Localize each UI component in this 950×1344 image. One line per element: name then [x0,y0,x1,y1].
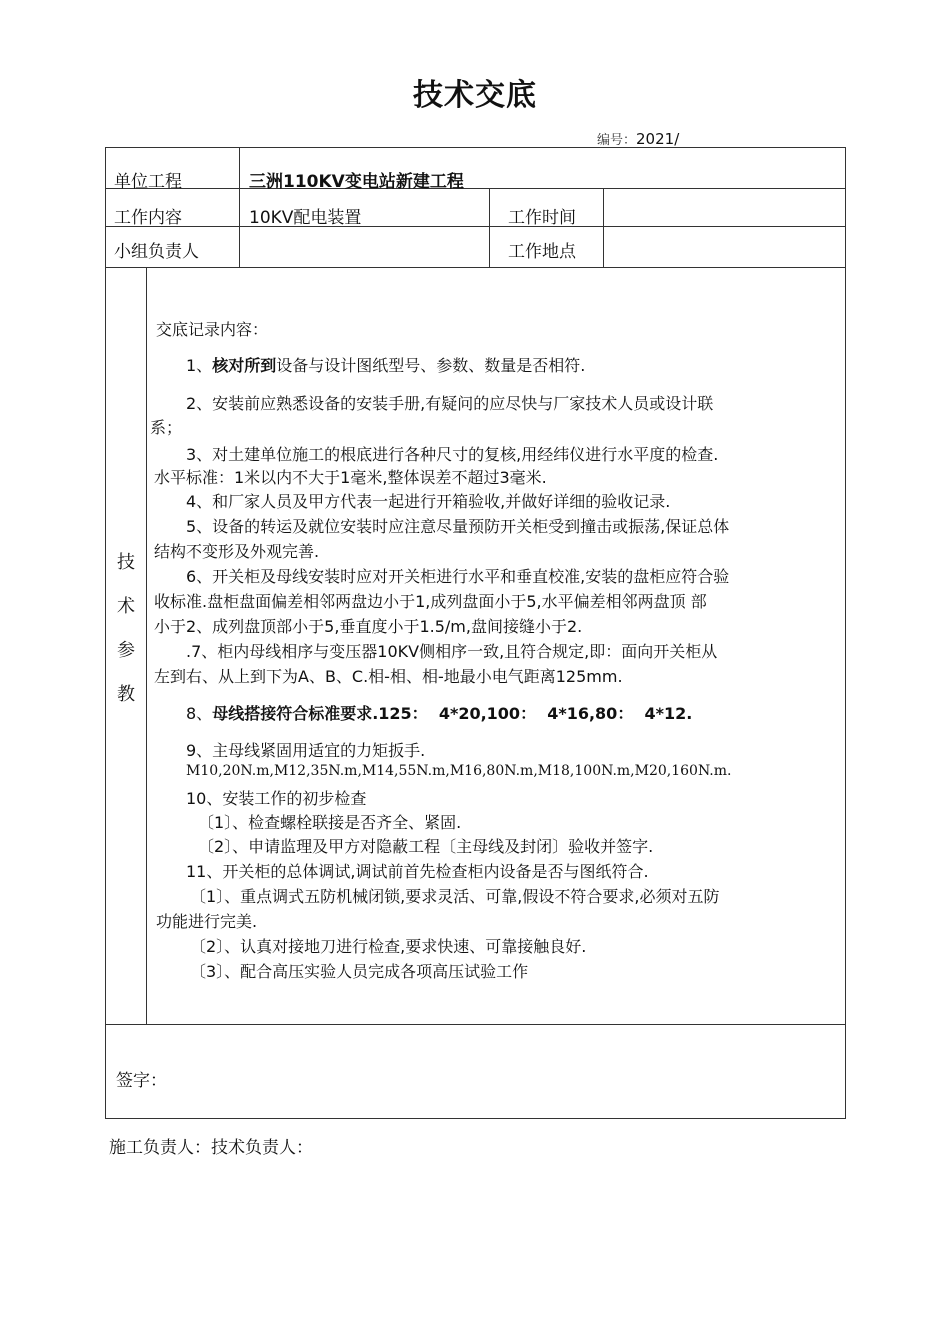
item-11: 11、开关柜的总体调试,调试前首先检查柜内设备是否与图纸符合. [186,862,649,881]
item-2-line-1: 2、安装前应熟悉设备的安装手册,有疑问的应尽快与厂家技术人员或设计联 [186,394,714,413]
item-7-line-1: .7、柜内母线相序与变压器10KV侧相序一致,且符合规定,即：面向开关柜从 [186,642,718,661]
side-label-char: 技 [117,552,135,573]
document-number-value: 2021/ [636,130,680,148]
item-6-line-1: 6、开关柜及母线安装时应对开关柜进行水平和垂直校准,安装的盘柜应符合验 [186,567,730,586]
column-divider [603,188,604,267]
item-10-1: 〔1〕、检查螺栓联接是否齐全、紧固. [198,813,462,832]
unit-project-label: 单位工程 [114,172,182,192]
column-divider [239,148,240,267]
item-9-line-1: 9、主母线紧固用适宜的力矩扳手. [186,741,426,760]
item-11-1-line-2: 功能进行完美. [156,912,258,931]
item-6-line-2: 收标准.盘柜盘面偏差相邻两盘边小于1,成列盘面小于5,水平偏差相邻两盘顶 部 [154,592,707,611]
technical-side-label [106,541,146,717]
item-6-line-3: 小于2、成列盘顶部小于5,垂直度小于1.5/m,盘间接缝小于2. [154,617,583,636]
work-content-label: 工作内容 [114,208,182,228]
item-7-line-2: 左到右、从上到下为A、B、C.相-相、相-地最小电气距离125mm. [154,667,623,686]
column-divider [146,267,147,1024]
side-label-char: 教 [117,684,135,705]
item-1: 1、核对所到设备与设计图纸型号、参数、数量是否相符. [186,356,586,375]
item-3-line-2: 水平标准：1米以内不大于1毫米,整体误差不超过3毫米. [154,468,547,487]
item-10-2: 〔2〕、申请监理及甲方对隐蔽工程〔主母线及封闭〕验收并签字. [198,837,654,856]
unit-project-value: 三洲110KV变电站新建工程 [249,172,464,192]
work-place-label: 工作地点 [508,242,576,262]
row-divider [106,1024,846,1025]
side-label-char: 术 [117,596,135,617]
item-2-line-2: 系； [150,418,183,437]
item-11-1-line-1: 〔1〕、重点调式五防机械闭锁,要求灵活、可靠,假设不符合要求,必须对五防 [190,887,720,906]
item-8: 8、母线搭接符合标准要求.125： 4*20,100： 4*16,80： 4*12. [186,704,693,723]
item-9-line-2: M10,20N.m,M12,35N.m,M14,55N.m,M16,80N.m,M18,100N.m,M20,160N.m. [186,763,732,779]
signature-label: 签字： [116,1071,167,1091]
work-content-value: 10KV配电装置 [249,208,362,228]
work-time-label: 工作时间 [508,208,576,228]
item-5-line-1: 5、设备的转运及就位安装时应注意尽量预防开关柜受到撞击或振荡,保证总体 [186,517,730,536]
disclosure-table [105,147,846,1119]
column-divider [489,188,490,267]
row-divider [106,267,846,268]
item-3-line-1: 3、对土建单位施工的根底进行各种尺寸的复核,用经纬仪进行水平度的检查. [186,445,719,464]
item-5-line-2: 结构不变形及外观完善. [154,542,320,561]
group-leader-label: 小组负责人 [114,242,199,262]
item-11-2: 〔2〕、认真对接地刀进行检查,要求快速、可靠接触良好. [190,937,587,956]
row-divider [106,188,846,189]
document-title: 技术交底 [413,78,537,113]
row-divider [106,226,846,227]
document-number [597,129,679,148]
side-label-char: 参 [117,640,135,661]
content-heading: 交底记录内容： [156,320,269,339]
item-11-3: 〔3〕、配合高压实验人员完成各项高压试验工作 [190,962,529,981]
document-number-label: 编号： [597,133,637,148]
item-10: 10、安装工作的初步检查 [186,789,367,808]
item-4: 4、和厂家人员及甲方代表一起进行开箱验收,并做好详细的验收记录. [186,492,671,511]
footer-responsible-persons: 施工负责人：技术负责人： [109,1138,313,1158]
